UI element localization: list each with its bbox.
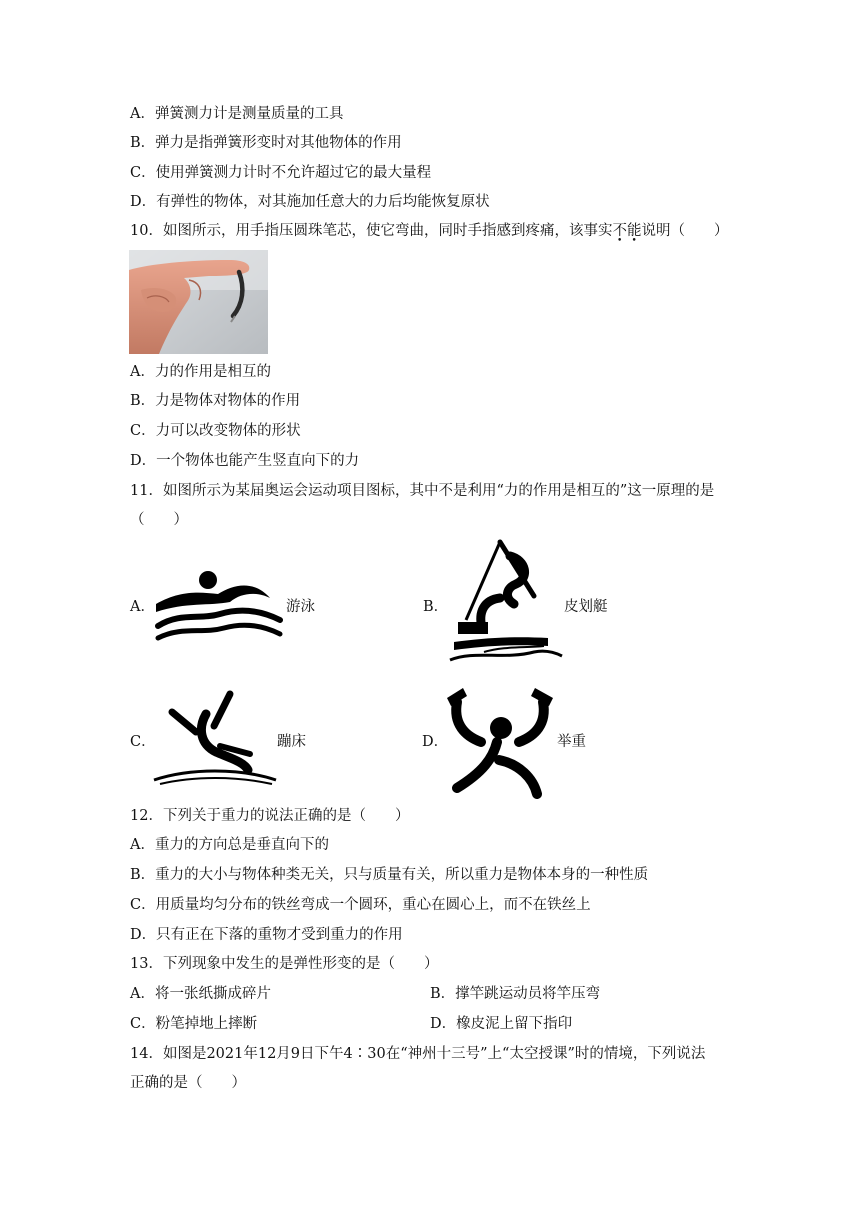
finger-pressing-pen-photo (129, 250, 268, 354)
canoe-icon (444, 538, 564, 666)
q10-option-c: C．力可以改变物体的形状 (130, 423, 301, 439)
q9-option-b: B．弹力是指弹簧形变时对其他物体的作用 (130, 135, 402, 151)
q12-stem: 12．下列关于重力的说法正确的是（ ） (130, 808, 410, 824)
trampoline-icon (150, 688, 280, 788)
weightlifting-icon (443, 684, 558, 799)
q12-option-d: D．只有正在下落的重物才受到重力的作用 (130, 927, 403, 943)
q11-option-d-label: 举重 (557, 734, 586, 750)
q11-option-c-label: 蹦床 (277, 734, 306, 750)
q9-option-a: A．弹簧测力计是测量质量的工具 (130, 106, 344, 122)
q14-stem-line1: 14．如图是2021年12月9日下午4∶30在“神州十三号”上“太空授课”时的情境，下列说法 (130, 1046, 706, 1062)
q12-option-c: C．用质量均匀分布的铁丝弯成一个圆环，重心在圆心上，而不在铁丝上 (130, 897, 591, 913)
q11-stem-line1: 11．如图所示为某届奥运会运动项目图标，其中不是利用“力的作用是相互的”这一原理的是 (130, 483, 715, 499)
q14-stem-line2: 正确的是（ ） (130, 1075, 246, 1091)
q11-option-b-label: 皮划艇 (564, 599, 608, 615)
q10-option-a: A．力的作用是相互的 (130, 364, 271, 380)
q13-option-c: C．粉笔掉地上摔断 (130, 1016, 258, 1032)
q11-option-c-letter: C． (130, 734, 156, 750)
q11-option-a-letter: A． (130, 599, 155, 615)
q13-stem: 13．下列现象中发生的是弹性形变的是（ ） (130, 956, 439, 972)
q13-option-b: B．撑竿跳运动员将竿压弯 (430, 986, 601, 1002)
q10-emph-2: 能 (626, 223, 642, 239)
q13-option-d: D．橡皮泥上留下指印 (430, 1016, 573, 1032)
q9-option-d: D．有弹性的物体，对其施加任意大的力后均能恢复原状 (130, 194, 490, 210)
q10-stem-before: 10．如图所示，用手指压圆珠笔芯，使它弯曲，同时手指感到疼痛，该事实 (130, 223, 613, 239)
swimming-icon (150, 568, 285, 644)
q10-option-d: D．一个物体也能产生竖直向下的力 (130, 453, 360, 469)
q11-option-d-letter: D． (422, 734, 449, 750)
q12-option-a: A．重力的方向总是垂直向下的 (130, 837, 329, 853)
q10-option-b: B．力是物体对物体的作用 (130, 393, 301, 409)
q13-option-a: A．将一张纸撕成碎片 (130, 986, 271, 1002)
q10-emph-1: 不 (612, 223, 627, 239)
q10-stem (130, 221, 728, 241)
q11-option-b-letter: B． (423, 599, 449, 615)
q9-option-c: C．使用弹簧测力计时不允许超过它的最大量程 (130, 165, 432, 181)
q10-stem-after: 说明（ ） (641, 223, 729, 239)
q12-option-b: B．重力的大小与物体种类无关，只与质量有关，所以重力是物体本身的一种性质 (130, 867, 649, 883)
q11-option-a-label: 游泳 (286, 599, 315, 615)
q11-stem-line2: （ ） (130, 512, 188, 528)
